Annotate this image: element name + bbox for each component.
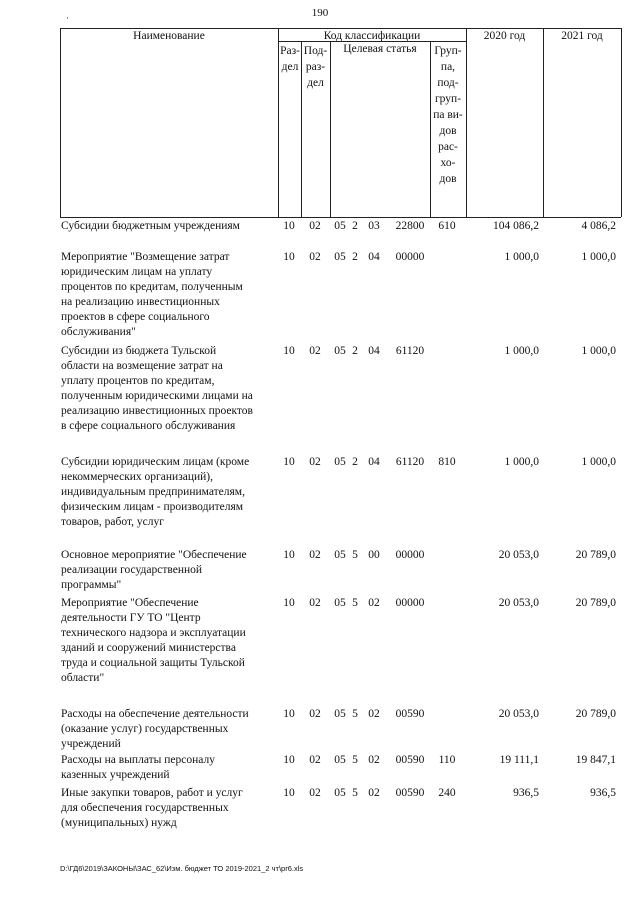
row-amount-2020: 936,5 (513, 787, 539, 799)
row-amount-2021: 936,5 (590, 787, 616, 799)
row-razdel: 10 (283, 708, 295, 720)
row-cs-subprogram: 5 (352, 787, 358, 799)
row-cs-event: 03 (368, 220, 380, 232)
row-name: Субсидии юридическим лицам (кроме некоммерческих организаций), индивидуальным предпринимателям, физическим лицам - производителям товаров, работ, услуг (61, 456, 250, 528)
row-podrazdel: 02 (309, 754, 321, 766)
row-cs-program: 05 (334, 787, 346, 799)
row-name: Субсидии бюджетным учреждениям (61, 220, 240, 232)
row-amount-2020: 104 086,2 (493, 220, 539, 232)
row-amount-2020: 20 053,0 (498, 708, 539, 720)
row-podrazdel: 02 (309, 456, 321, 468)
header-target: Целевая статья (343, 43, 417, 55)
row-razdel: 10 (283, 220, 295, 232)
header-year-2020: 2020 год (483, 30, 526, 42)
row-name: Мероприятие "Обеспечение деятельности ГУ ТО "Центр технического надзора и эксплуатации зданий и сооружений министерства труда и социальной защиты Тульской области" (61, 597, 246, 684)
row-cs-event: 04 (368, 456, 380, 468)
row-name: Расходы на обеспечение деятельности (оказание услуг) государственных учреждений (61, 708, 249, 750)
row-cs-direction: 00000 (395, 597, 425, 609)
row-cs-event: 02 (368, 597, 380, 609)
row-expense-type: 810 (438, 456, 456, 468)
row-podrazdel: 02 (309, 251, 321, 263)
row-amount-2021: 4 086,2 (581, 220, 616, 232)
row-podrazdel: 02 (309, 708, 321, 720)
corner-mark: · (66, 13, 69, 23)
row-amount-2021: 20 789,0 (575, 708, 616, 720)
row-cs-subprogram: 2 (352, 345, 358, 357)
header-subsection: Под- раз- дел (303, 45, 328, 89)
header-section: Раз- дел (280, 45, 300, 73)
row-amount-2020: 1 000,0 (504, 456, 539, 468)
row-podrazdel: 02 (309, 220, 321, 232)
row-cs-event: 00 (368, 549, 380, 561)
row-amount-2021: 1 000,0 (581, 251, 616, 263)
row-name: Расходы на выплаты персоналу казенных учреждений (61, 754, 215, 781)
row-cs-program: 05 (334, 456, 346, 468)
row-cs-program: 05 (334, 597, 346, 609)
header-group: Груп- па, под- груп- па ви- дов рас- хо- дов (433, 45, 463, 185)
row-cs-direction: 61120 (395, 456, 425, 468)
row-razdel: 10 (283, 787, 295, 799)
footer-file-path: D:\ГД6\2019\ЗАКОНЫ\ЗАС_62\Изм. бюджет ТО 2019-2021_2 чт\pr6.xls (60, 864, 304, 873)
header-year-2021: 2021 год (561, 30, 603, 42)
row-cs-direction: 22800 (395, 220, 425, 232)
header-name: Наименование (133, 30, 205, 42)
row-name: Субсидии из бюджета Тульской области на возмещение затрат на уплату процентов по кредитам, полученным юридическими лицами на реализацию инвестиционных проектов в сфере социального обслуживания (61, 345, 253, 432)
row-cs-subprogram: 2 (352, 220, 358, 232)
row-razdel: 10 (283, 345, 295, 357)
row-amount-2021: 20 789,0 (575, 549, 616, 561)
row-cs-program: 05 (334, 251, 346, 263)
row-razdel: 10 (283, 754, 295, 766)
row-cs-program: 05 (334, 549, 346, 561)
row-amount-2020: 1 000,0 (504, 251, 539, 263)
row-amount-2020: 20 053,0 (498, 549, 539, 561)
row-expense-type: 240 (438, 787, 456, 799)
row-cs-event: 04 (368, 345, 380, 357)
row-amount-2021: 20 789,0 (575, 597, 616, 609)
header-code-group: Код классификации (323, 30, 421, 42)
row-cs-direction: 00000 (395, 549, 425, 561)
row-cs-direction: 00590 (395, 708, 425, 720)
row-razdel: 10 (283, 456, 295, 468)
row-cs-event: 02 (368, 787, 380, 799)
row-cs-subprogram: 5 (352, 754, 358, 766)
row-cs-direction: 61120 (395, 345, 425, 357)
row-expense-type: 610 (438, 220, 456, 232)
row-cs-program: 05 (334, 345, 346, 357)
row-amount-2020: 20 053,0 (498, 597, 539, 609)
row-amount-2020: 1 000,0 (504, 345, 539, 357)
row-cs-program: 05 (334, 220, 346, 232)
row-name: Иные закупки товаров, работ и услуг для обеспечения государственных (муниципальных) нужд (61, 787, 243, 829)
row-amount-2021: 1 000,0 (581, 456, 616, 468)
row-amount-2021: 19 847,1 (575, 754, 616, 766)
row-podrazdel: 02 (309, 549, 321, 561)
row-cs-subprogram: 5 (352, 597, 358, 609)
row-cs-program: 05 (334, 754, 346, 766)
row-cs-program: 05 (334, 708, 346, 720)
row-cs-subprogram: 2 (352, 456, 358, 468)
row-name: Основное мероприятие "Обеспечение реализации государственной программы" (61, 549, 247, 591)
row-cs-subprogram: 5 (352, 549, 358, 561)
row-name: Мероприятие "Возмещение затрат юридическим лицам на уплату процентов по кредитам, полученным на реализацию инвестиционных проектов в сфере социального обслуживания" (61, 251, 243, 338)
row-cs-event: 02 (368, 708, 380, 720)
row-cs-direction: 00590 (395, 754, 425, 766)
row-amount-2020: 19 111,1 (499, 754, 539, 766)
row-cs-event: 02 (368, 754, 380, 766)
page-number: 190 (311, 7, 329, 19)
row-razdel: 10 (283, 597, 295, 609)
row-podrazdel: 02 (309, 787, 321, 799)
row-cs-direction: 00590 (395, 787, 425, 799)
row-amount-2021: 1 000,0 (581, 345, 616, 357)
row-razdel: 10 (283, 251, 295, 263)
row-razdel: 10 (283, 549, 295, 561)
row-podrazdel: 02 (309, 597, 321, 609)
row-podrazdel: 02 (309, 345, 321, 357)
row-cs-event: 04 (368, 251, 380, 263)
row-cs-subprogram: 5 (352, 708, 358, 720)
row-cs-direction: 00000 (395, 251, 425, 263)
row-cs-subprogram: 2 (352, 251, 358, 263)
row-expense-type: 110 (438, 754, 456, 766)
